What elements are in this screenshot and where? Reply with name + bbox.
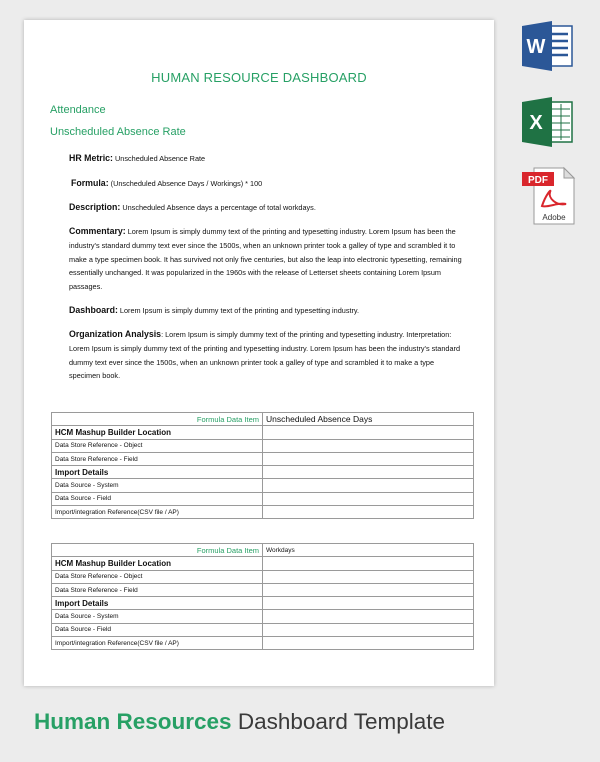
table-row [52, 583, 474, 596]
field-label: Formula: [71, 178, 109, 188]
table-row [52, 637, 474, 650]
table-row [52, 597, 474, 610]
document-title: HUMAN RESOURCE DASHBOARD [151, 70, 367, 85]
pdf-icon[interactable] [520, 166, 576, 226]
table-cell: Import/integration Reference(CSV file / AP) [52, 637, 263, 650]
data-table-1 [51, 412, 474, 519]
field-text: (Unscheduled Absence Days / Workings) * 100 [108, 179, 263, 188]
field-formula [71, 177, 466, 191]
table-cell: Data Store Reference - Object [52, 570, 263, 583]
table-row [52, 557, 474, 570]
table-cell: HCM Mashup Builder Location [52, 557, 263, 570]
table-cell: Data Source - System [52, 610, 263, 623]
word-icon-letter: W [526, 36, 546, 58]
table-cell [263, 610, 474, 623]
table-cell: Data Source - Field [52, 492, 263, 505]
table-row [52, 623, 474, 636]
table-row [52, 570, 474, 583]
formula-data-item-label: Formula Data Item [52, 413, 263, 426]
field-text: Lorem Ipsum is simply dummy text of the printing and typesetting industry. [117, 306, 360, 315]
field-label: Commentary: [69, 226, 126, 236]
table-cell: Import Details [52, 597, 263, 610]
field-description [69, 201, 464, 215]
formula-data-item-value: Unscheduled Absence Days [263, 413, 474, 426]
table-cell [263, 492, 474, 505]
word-icon[interactable] [520, 20, 576, 72]
field-text: Unscheduled Absence Rate [113, 154, 206, 163]
table-cell [263, 623, 474, 636]
table-cell [263, 479, 474, 492]
table-cell [263, 557, 474, 570]
table-row [52, 479, 474, 492]
field-label: HR Metric: [69, 153, 113, 163]
field-dashboard [69, 304, 464, 318]
excel-icon[interactable] [520, 96, 576, 148]
table-cell [263, 570, 474, 583]
field-label: Dashboard: [69, 305, 118, 315]
formula-data-item-label: Formula Data Item [52, 544, 263, 557]
field-organization-analysis [69, 328, 464, 383]
caption-emphasis: Human Resources [34, 709, 232, 734]
table-cell [263, 597, 474, 610]
excel-icon-letter: X [529, 112, 543, 134]
field-label: Description: [69, 202, 121, 212]
section-heading: Attendance [50, 104, 106, 116]
table-cell [263, 466, 474, 479]
table-row [52, 452, 474, 465]
field-text: Lorem Ipsum is simply dummy text of the printing and typesetting industry. Lorem Ipsum has been the industry's standard dummy text ever since the 1500s, when an unknown printer took a galley of type and scrambled it to make a type specimen book. It has survived not only five centuries, but also the leap into electronic typesetting, remaining essentially unchanged. It was popularized in the 1960s with the release of Letterset sheets containing Lorem Ipsum passages. [69, 227, 462, 292]
table-cell [263, 637, 474, 650]
table-cell [263, 583, 474, 596]
table-row [52, 466, 474, 479]
table-row [52, 439, 474, 452]
table-row [52, 413, 474, 426]
table-cell: Data Source - System [52, 479, 263, 492]
table-row [52, 492, 474, 505]
pdf-icon-brand: Adobe [542, 213, 566, 222]
subsection-heading: Unscheduled Absence Rate [50, 126, 186, 138]
caption-rest: Dashboard Template [231, 709, 446, 734]
table-cell: Data Store Reference - Object [52, 439, 263, 452]
data-table-2 [51, 543, 474, 650]
table-cell: Data Store Reference - Field [52, 452, 263, 465]
field-hr-metric [69, 152, 464, 166]
table-cell [263, 506, 474, 519]
table-cell: Data Source - Field [52, 623, 263, 636]
template-caption [34, 709, 445, 735]
table-cell: Import Details [52, 466, 263, 479]
field-commentary [69, 225, 464, 294]
formula-data-item-value: Workdays [263, 544, 474, 557]
table-cell [263, 452, 474, 465]
table-cell: Data Store Reference - Field [52, 583, 263, 596]
table-cell: Import/integration Reference(CSV file / AP) [52, 506, 263, 519]
field-text: Unscheduled Absence days a percentage of total workdays. [120, 203, 316, 212]
document-page [24, 20, 494, 686]
pdf-icon-badge: PDF [528, 175, 548, 186]
table-cell: HCM Mashup Builder Location [52, 426, 263, 439]
field-text: : Lorem Ipsum is simply dummy text of the printing and typesetting industry. Interpretation: Lorem Ipsum is simply dummy text of the printing and typesetting industry. Lorem Ipsum has been the industry's standard dummy text ever since the 1500s, when an unknown printer took a galley of type and scrambled it to make a type specimen book. [69, 330, 461, 381]
table-cell [263, 439, 474, 452]
table-row [52, 544, 474, 557]
table-row [52, 426, 474, 439]
field-label: Organization Analysis [69, 329, 162, 339]
table-row [52, 506, 474, 519]
table-cell [263, 426, 474, 439]
table-row [52, 610, 474, 623]
